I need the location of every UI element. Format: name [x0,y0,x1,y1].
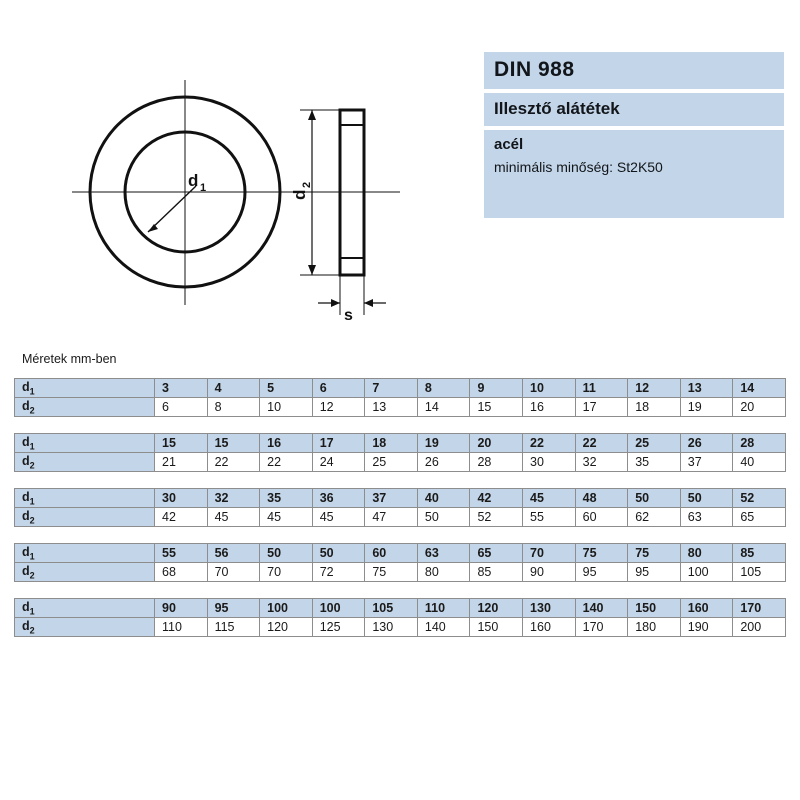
cell-d1: 8 [417,379,470,398]
table-row [15,618,786,637]
cell-d1: 75 [628,544,681,563]
table-row [15,434,786,453]
cell-d1: 42 [470,489,523,508]
cell-d1: 120 [470,599,523,618]
cell-d1: 95 [207,599,260,618]
cell-d1: 26 [680,434,733,453]
cell-d2: 12 [312,398,365,417]
cell-d1: 100 [260,599,313,618]
cell-d2: 95 [575,563,628,582]
cell-d2: 115 [207,618,260,637]
cell-d1: 30 [155,489,208,508]
row-label-d2: $d_2$ [15,618,155,637]
cell-d1: 50 [628,489,681,508]
cell-d2: 80 [417,563,470,582]
cell-d2: 50 [417,508,470,527]
front-view [72,80,298,305]
cell-d1: 75 [575,544,628,563]
cell-d2: 105 [733,563,786,582]
cell-d1: 20 [470,434,523,453]
row-label-d2: $d_2$ [15,453,155,472]
cell-d2: 24 [312,453,365,472]
cell-d2: 52 [470,508,523,527]
cell-d1: 9 [470,379,523,398]
table-row [15,599,786,618]
cell-d1: 55 [155,544,208,563]
row-label-d1: $d_1$ [15,434,155,453]
row-label-d1: $d_1$ [15,489,155,508]
cell-d1: 14 [733,379,786,398]
cell-d2: 47 [365,508,418,527]
cell-d1: 130 [523,599,576,618]
row-label-d2: $d_2$ [15,508,155,527]
drawing-area [0,0,800,330]
row-label-d1: $d_1$ [15,379,155,398]
product-name: Illesztő alátétek [494,99,620,118]
cell-d1: 170 [733,599,786,618]
cell-d1: 3 [155,379,208,398]
cell-d2: 180 [628,618,681,637]
cell-d1: 140 [575,599,628,618]
table-row [15,508,786,527]
units-note: Méretek mm-ben [22,352,117,366]
cell-d2: 62 [628,508,681,527]
cell-d2: 22 [260,453,313,472]
cell-d1: 35 [260,489,313,508]
cell-d1: 13 [680,379,733,398]
cell-d2: 26 [417,453,470,472]
cell-d1: 50 [312,544,365,563]
table-row [15,453,786,472]
cell-d2: 75 [365,563,418,582]
cell-d2: 17 [575,398,628,417]
cell-d1: 15 [207,434,260,453]
cell-d1: 110 [417,599,470,618]
cell-d1: 37 [365,489,418,508]
title-panel [484,52,784,222]
cell-d1: 28 [733,434,786,453]
cell-d1: 48 [575,489,628,508]
row-label-d1: $d_1$ [15,544,155,563]
cell-d2: 15 [470,398,523,417]
cell-d1: 32 [207,489,260,508]
cell-d1: 70 [523,544,576,563]
cell-d2: 22 [207,453,260,472]
cell-d1: 12 [628,379,681,398]
dimension-table [14,378,786,417]
row-label-d1: $d_1$ [15,599,155,618]
cell-d1: 19 [417,434,470,453]
cell-d2: 160 [523,618,576,637]
cell-d1: 45 [523,489,576,508]
cell-d2: 110 [155,618,208,637]
cell-d2: 40 [733,453,786,472]
svg-text:1: 1 [200,182,207,194]
cell-d1: 80 [680,544,733,563]
cell-d2: 125 [312,618,365,637]
cell-d2: 10 [260,398,313,417]
cell-d2: 25 [365,453,418,472]
cell-d2: 100 [680,563,733,582]
cell-d1: 4 [207,379,260,398]
cell-d2: 200 [733,618,786,637]
row-label-d2: $d_2$ [15,563,155,582]
dimension-table [14,433,786,472]
cell-d2: 30 [523,453,576,472]
cell-d1: 16 [260,434,313,453]
cell-d2: 45 [207,508,260,527]
cell-d2: 68 [155,563,208,582]
cell-d2: 13 [365,398,418,417]
dimension-table [14,598,786,637]
table-row [15,544,786,563]
cell-d2: 37 [680,453,733,472]
dimension-tables [14,378,786,653]
cell-d2: 14 [417,398,470,417]
cell-d2: 55 [523,508,576,527]
cell-d2: 60 [575,508,628,527]
cell-d2: 72 [312,563,365,582]
cell-d1: 105 [365,599,418,618]
cell-d1: 85 [733,544,786,563]
cell-d1: 50 [260,544,313,563]
cell-d2: 85 [470,563,523,582]
cell-d2: 20 [733,398,786,417]
washer-technical-drawing [0,0,470,330]
cell-d2: 42 [155,508,208,527]
row-label-d2: $d_2$ [15,398,155,417]
cell-d1: 22 [575,434,628,453]
cell-d2: 32 [575,453,628,472]
cell-d1: 150 [628,599,681,618]
cell-d1: 25 [628,434,681,453]
cell-d2: 90 [523,563,576,582]
material: acél [494,136,524,153]
cell-d2: 6 [155,398,208,417]
product-name-row [484,93,784,126]
material-row [484,130,784,218]
material-quality: minimális minőség: St2K50 [494,159,663,175]
cell-d1: 11 [575,379,628,398]
cell-d1: 18 [365,434,418,453]
cell-d2: 150 [470,618,523,637]
side-view [290,110,400,324]
cell-d2: 28 [470,453,523,472]
cell-d2: 18 [628,398,681,417]
label-s: s [344,307,353,324]
cell-d2: 140 [417,618,470,637]
table-row [15,563,786,582]
svg-text:2: 2 [301,181,313,188]
cell-d2: 21 [155,453,208,472]
cell-d1: 65 [470,544,523,563]
cell-d2: 8 [207,398,260,417]
cell-d2: 63 [680,508,733,527]
cell-d1: 90 [155,599,208,618]
cell-d1: 22 [523,434,576,453]
cell-d1: 5 [260,379,313,398]
cell-d2: 95 [628,563,681,582]
cell-d2: 120 [260,618,313,637]
cell-d2: 16 [523,398,576,417]
cell-d2: 170 [575,618,628,637]
cell-d1: 6 [312,379,365,398]
cell-d1: 10 [523,379,576,398]
cell-d2: 130 [365,618,418,637]
cell-d2: 35 [628,453,681,472]
standard-code: DIN 988 [494,58,575,81]
cell-d2: 70 [207,563,260,582]
cell-d1: 7 [365,379,418,398]
cell-d1: 50 [680,489,733,508]
cell-d2: 45 [312,508,365,527]
cell-d1: 36 [312,489,365,508]
label-d2: d [290,189,309,200]
dimension-table [14,543,786,582]
cell-d2: 190 [680,618,733,637]
cell-d1: 40 [417,489,470,508]
table-row [15,398,786,417]
cell-d2: 65 [733,508,786,527]
cell-d1: 56 [207,544,260,563]
table-row [15,489,786,508]
standard-row [484,52,784,89]
cell-d1: 17 [312,434,365,453]
cell-d1: 63 [417,544,470,563]
cell-d1: 60 [365,544,418,563]
dimension-table [14,488,786,527]
cell-d1: 52 [733,489,786,508]
cell-d1: 160 [680,599,733,618]
cell-d2: 70 [260,563,313,582]
cell-d2: 45 [260,508,313,527]
cell-d1: 15 [155,434,208,453]
cell-d1: 100 [312,599,365,618]
cell-d2: 19 [680,398,733,417]
label-d1: d [188,171,199,190]
table-row [15,379,786,398]
